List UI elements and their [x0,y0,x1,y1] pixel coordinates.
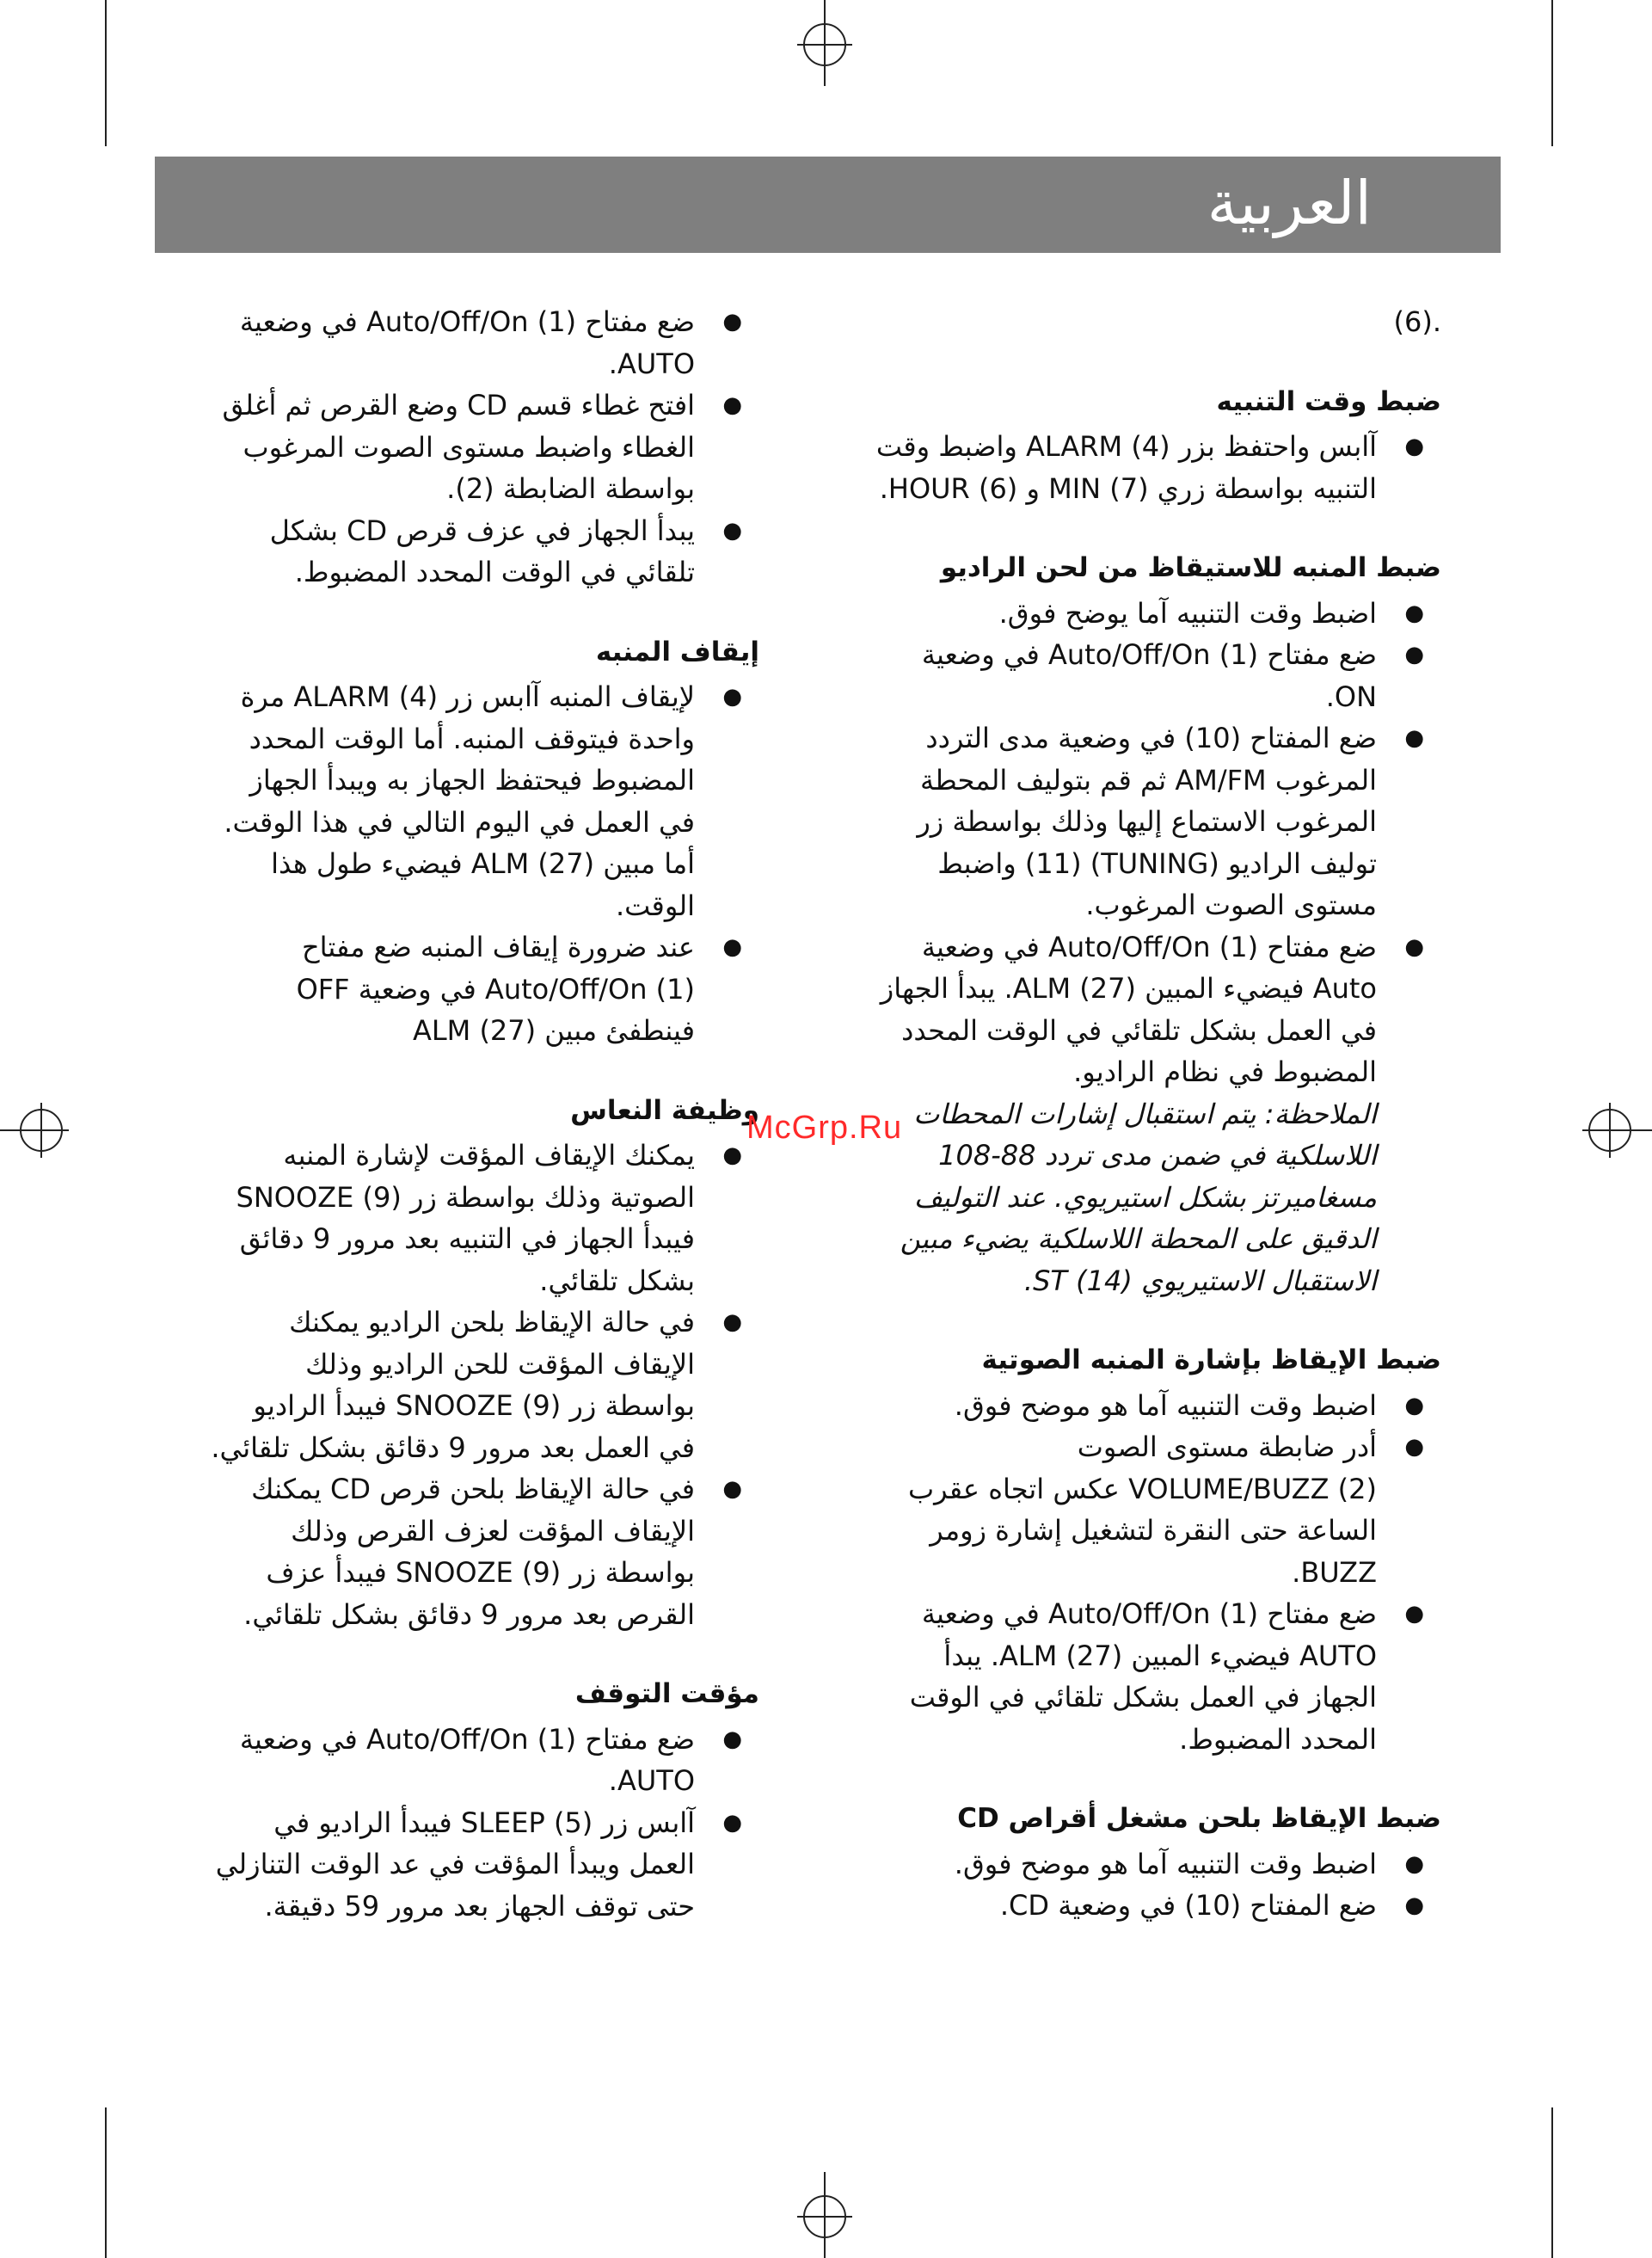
crop-mark [105,0,107,146]
note-text: الملاحظة: يتم استقبال إشارات المحطات اللاسلكية في ضمن مدى تردد 88-108 مسغاميرتز بشكل استيريوي. عند التوليف الدقيق على المحطة اللاسلكية يضيء مبين الاستقبال الاستيريوي ST (14). [900,1097,1377,1297]
list-item: ● ضع المفتاح (10) في وضعية مدى التردد المرغوب AM/FM ثم قم بتوليف المحطة المرغوب الاستماع إليها وذلك بواسطة زر توليف الراديو (TUNING) (11) واضبط مستوى الصوت المرغوب. [874,717,1441,926]
list-item: ● ضع مفتاح Auto/Off/On (1) في وضعية Auto فيضيء المبين ALM (27). يبدأ الجهاز في العمل بشكل تلقائي في الوقت المحدد المضبوط في نظام الراديو. [874,926,1441,1093]
bullet-icon: ● [1404,600,1424,626]
list-item: ● ضع مفتاح Auto/Off/On (1) في وضعية AUTO فيضيء المبين ALM (27). يبدأ الجهاز في العمل بشكل تلقائي في الوقت المحدد المضبوط. [874,1593,1441,1760]
bullet-list [209,1135,759,1635]
list-item: ● اضبط وقت التنبيه آما هو موضح فوق. [874,1385,1441,1427]
bullet-list [874,426,1441,509]
bullet-list [874,593,1441,1093]
section-heading-radio-wake: ضبط المنبه للاستيقاظ من لحن الراديو [940,552,1441,583]
list-item: ● ضع المفتاح (10) في وضعية CD. [874,1885,1441,1927]
list-item: ● ضع مفتاح Auto/Off/On (1) في وضعية AUTO. [209,1719,759,1802]
watermark-text: McGrp.Ru [746,1110,903,1146]
bullet-icon: ● [1404,642,1424,668]
bullet-icon: ● [722,309,742,335]
list-item: ● في حالة الإيقاظ بلحن قرص CD يمكنك الإيقاف المؤقت لعزف القرص وذلك بواسطة زر SNOOZE (9) فيبدأ عزف القرص بعد مرور 9 دقائق بشكل تلقائي. [209,1468,759,1635]
list-item: ● يمكنك الإيقاف المؤقت لإشارة المنبه الصوتية وذلك بواسطة زر SNOOZE (9) فيبدأ الجهاز في التنبيه بعد مرور 9 دقائق بشكل تلقائي. [209,1135,759,1301]
bullet-list [209,676,759,1052]
section-heading-alarm-time: ضبط وقت التنبيه [1216,385,1441,417]
bullet-icon: ● [722,392,742,418]
bullet-icon: ● [722,1809,742,1836]
bullet-icon: ● [1404,1601,1424,1627]
section-heading-buzzer-wake: ضبط الإيقاظ بإشارة المنبه الصوتية [981,1344,1441,1375]
list-item: ● أدر ضابطة مستوى الصوت VOLUME/BUZZ (2) عكس اتجاه عقرب الساعة حتى النقرة لتشغيل إشارة زومر BUZZ. [874,1426,1441,1593]
list-item: ● عند ضرورة إيقاف المنبه ضع مفتاح Auto/Off/On (1) في وضعية OFF فينطفئ مبين ALM (27) [209,926,759,1052]
bullet-list [874,1385,1441,1761]
registration-mark-icon [1582,1103,1637,1158]
bullet-icon: ● [722,1476,742,1502]
bullet-icon: ● [1404,725,1424,751]
crop-mark [1551,0,1553,146]
list-item: ● يبدأ الجهاز في عزف قرص CD بشكل تلقائي في الوقت المحدد المضبوط. [209,510,759,594]
bullet-list [209,301,759,594]
bullet-list [209,1719,759,1928]
bullet-icon: ● [722,1309,742,1335]
bullet-list [874,1843,1441,1927]
left-column [209,301,759,1927]
list-item: ● ضع مفتاح Auto/Off/On (1) في وضعية ON. [874,634,1441,717]
bullet-icon: ● [722,684,742,710]
list-item: ● آابس واحتفظ بزر ALARM (4) واضبط وقت التنبيه بواسطة زري MIN (7) و HOUR (6). [874,426,1441,509]
registration-mark-icon [14,1103,69,1158]
bullet-icon: ● [1404,1434,1424,1460]
list-item: ● اضبط وقت التنبيه آما يوضح فوق. [874,593,1441,635]
registration-mark-icon [797,17,852,72]
registration-mark-icon [797,2189,852,2244]
section-heading-stop-alarm: إيقاف المنبه [595,636,759,668]
list-item: ● ضع مفتاح Auto/Off/On (1) في وضعية AUTO. [209,301,759,385]
bullet-icon: ● [722,517,742,544]
bullet-icon: ● [1404,1892,1424,1918]
list-item: ● آابس زر SLEEP (5) فيبدأ الراديو في العمل ويبدأ المؤقت في عد الوقت التنازلي حتى توقف الجهاز بعد مرور 59 دقيقة. [209,1802,759,1928]
crop-mark [105,2107,107,2258]
right-column [874,301,1441,1927]
continued-text: .(6) [1393,305,1441,338]
crop-mark [1551,2107,1553,2258]
bullet-icon: ● [1404,1850,1424,1877]
section-heading-cd-wake: ضبط الإيقاظ بلحن مشغل أقراص CD [957,1803,1441,1834]
bullet-icon: ● [1404,434,1424,459]
language-header-bar [155,157,1501,253]
bullet-icon: ● [722,1142,742,1168]
section-heading-snooze: وظيفة النعاس [570,1094,759,1126]
list-item: ● في حالة الإيقاظ بلحن الراديو يمكنك الإيقاف المؤقت للحن الراديو وذلك بواسطة زر SNOOZE (9) فيبدأ الراديو في العمل بعد مرور 9 دقائق بشكل تلقائي. [209,1301,759,1468]
bullet-icon: ● [1404,1392,1424,1418]
bullet-icon: ● [722,1726,742,1752]
section-heading-sleep-timer: مؤقت التوقف [574,1678,759,1709]
bullet-icon: ● [1404,933,1424,960]
list-item: ● افتح غطاء قسم CD وضع القرص ثم أغلق الغطاء واضبط مستوى الصوت المرغوب بواسطة الضابطة (2). [209,385,759,510]
page-title: العربية [1207,168,1372,238]
bullet-icon: ● [722,934,742,960]
list-item: ● اضبط وقت التنبيه آما هو موضح فوق. [874,1843,1441,1886]
list-item: ● لإيقاف المنبه آابس زر ALARM (4) مرة واحدة فيتوقف المنبه. أما الوقت المحدد المضبوط فيحتفظ الجهاز به ويبدأ الجهاز في العمل في اليوم التالي في هذا الوقت. أما مبين ALM (27) فيضيء طول هذا الوقت. [209,676,759,926]
